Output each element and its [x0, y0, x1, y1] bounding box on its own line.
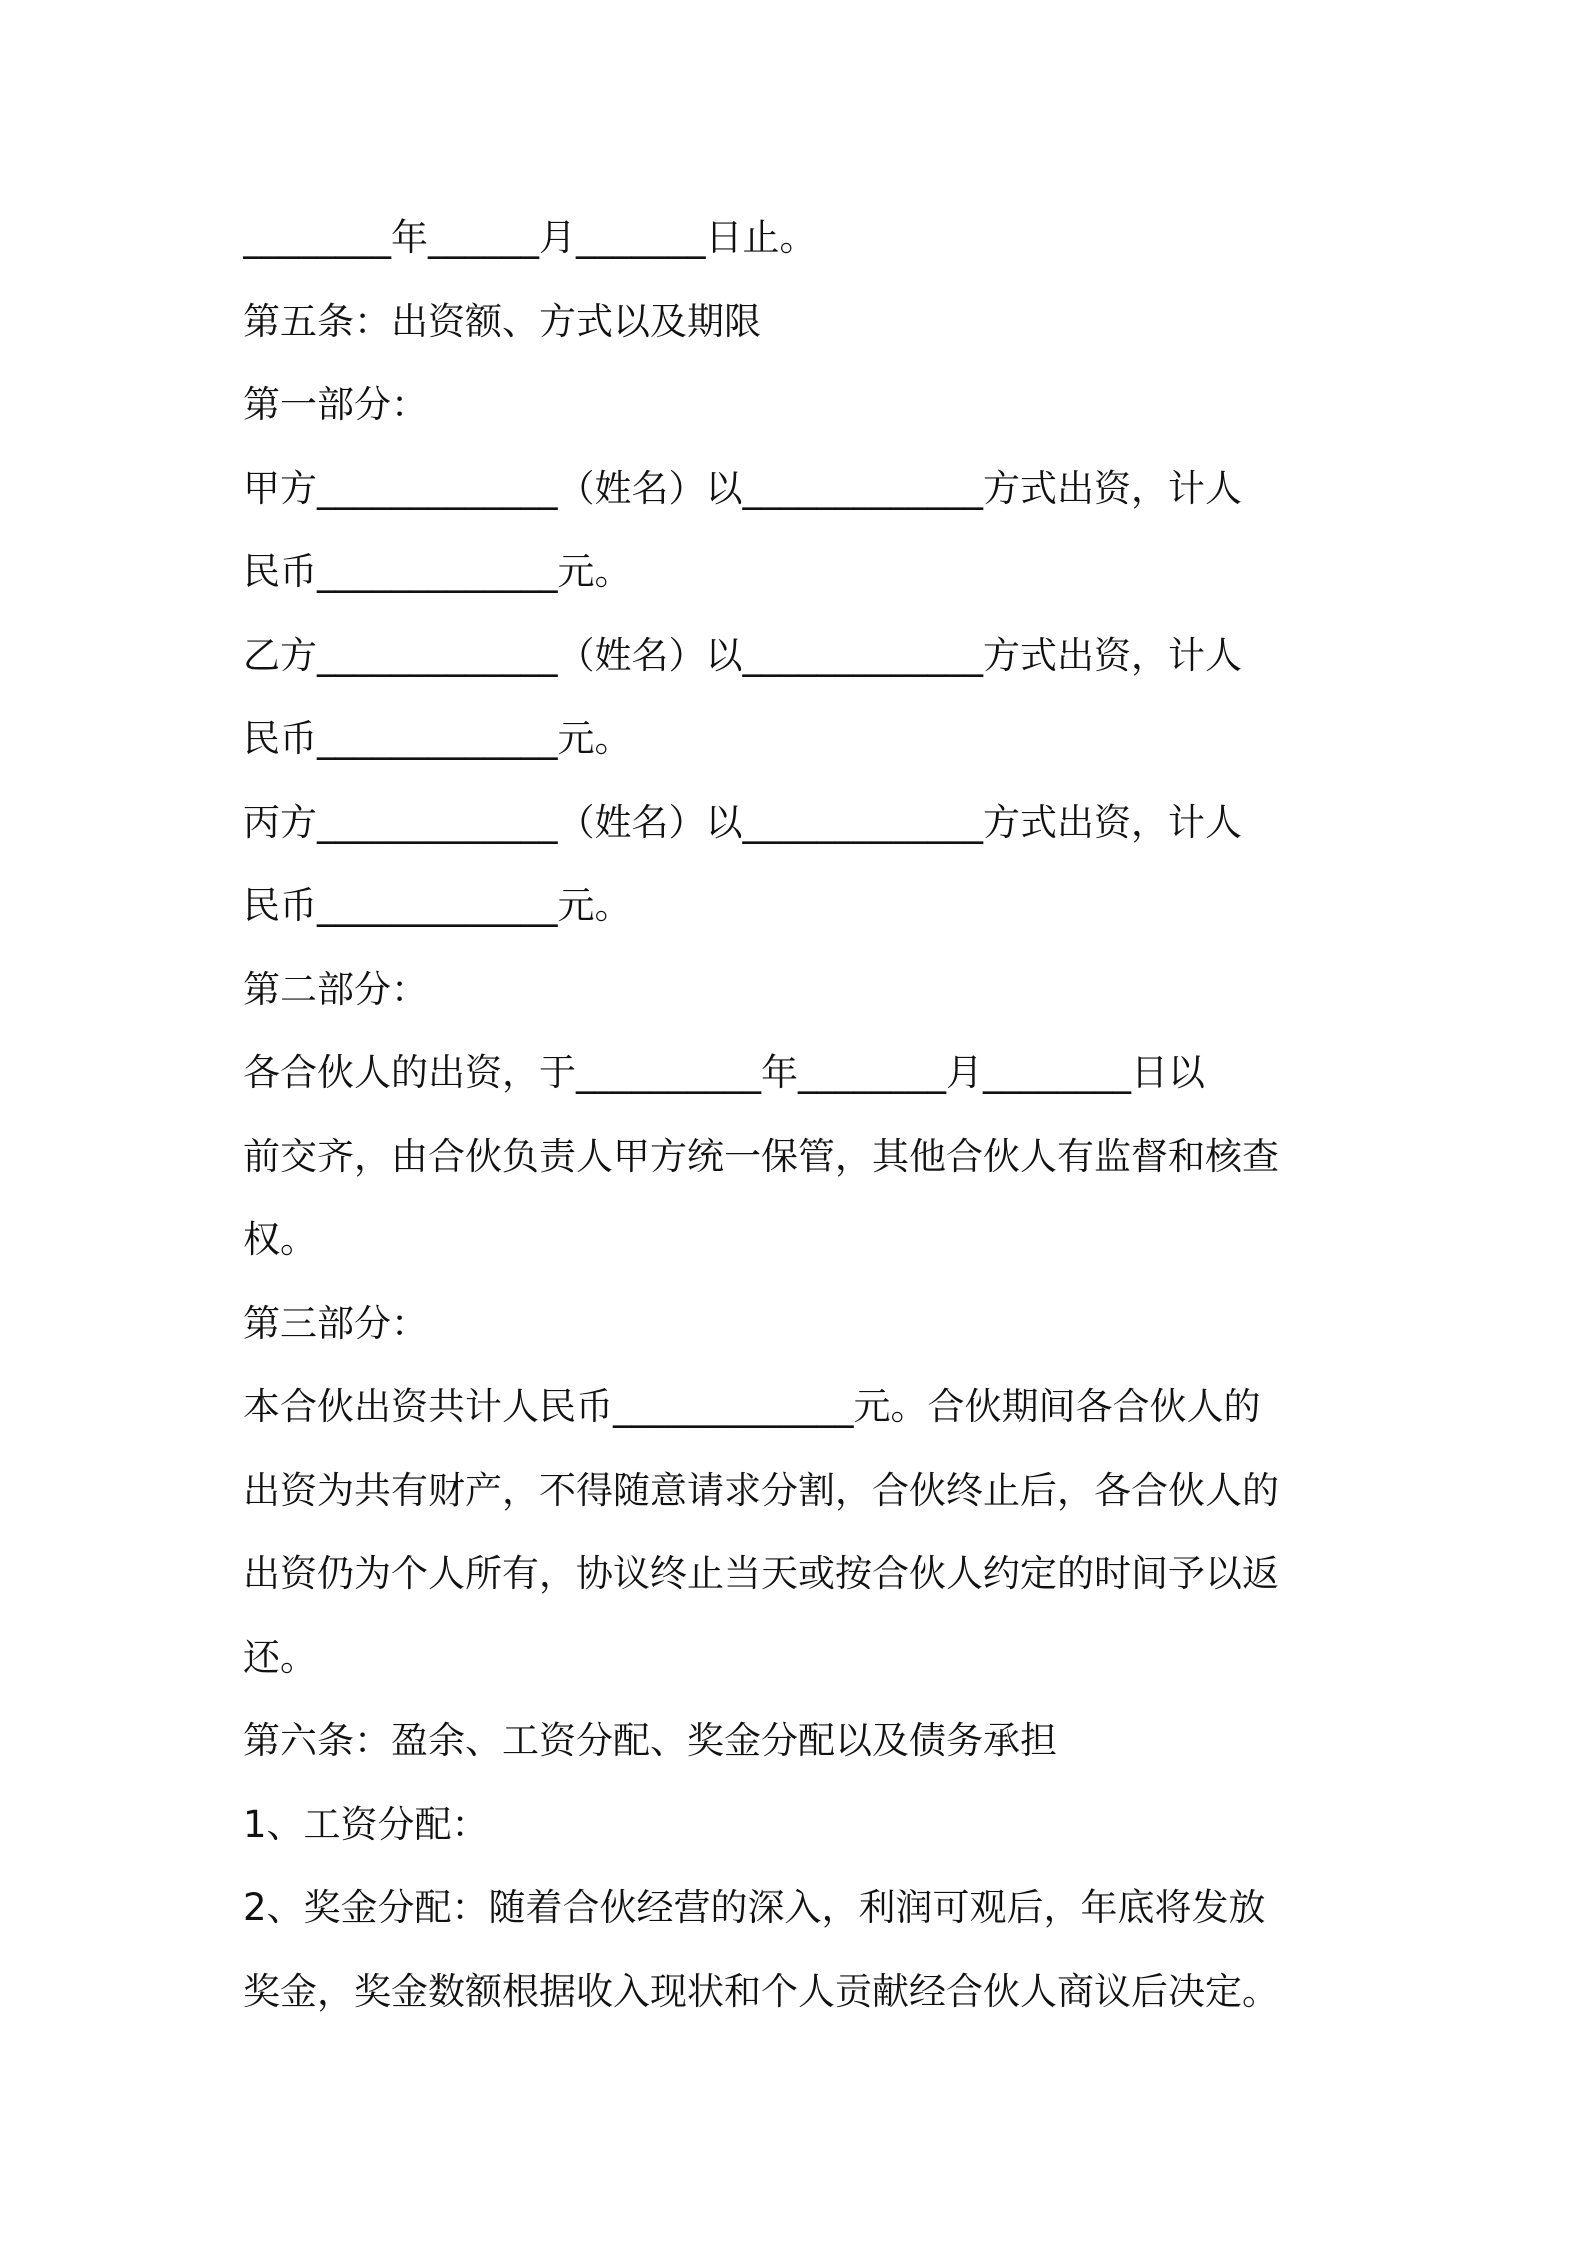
heading-article-6: 第六条：盈余、工资分配、奖金分配以及债务承担	[243, 1719, 1057, 1762]
heading-article-5: 第五条：出资额、方式以及期限	[243, 299, 761, 343]
text-line-return-capital: 出资仍为个人所有，协议终止当天或按合伙人约定的时间予以返	[243, 1552, 1279, 1595]
text-line-end-date: ________年______月_______日止。	[243, 216, 817, 259]
list-item-bonus: 2、奖金分配：随着合伙经营的深入，利润可观后，年底将发放	[243, 1886, 1266, 1929]
text-line-custody: 前交齐，由合伙负责人甲方统一保管，其他合伙人有监督和核查	[243, 1134, 1279, 1178]
list-item-salary: 1、工资分配：	[243, 1802, 489, 1846]
text-line-payment-date: 各合伙人的出资，于__________年________月________日以	[243, 1051, 1205, 1094]
subheading-part-1: 第一部分：	[243, 383, 428, 426]
text-line-party-b-amount: 民币_____________元。	[243, 717, 632, 760]
subheading-part-3: 第三部分：	[243, 1301, 428, 1345]
text-line-party-c-amount: 民币_____________元。	[243, 884, 632, 927]
text-line-party-a: 甲方_____________（姓名）以_____________方式出资，计人	[243, 466, 1242, 510]
text-line-bonus-detail: 奖金，奖金数额根据收入现状和个人贡献经合伙人商议后决定。	[243, 1969, 1279, 2013]
text-line-shared-property: 出资为共有财产，不得随意请求分割，合伙终止后，各合伙人的	[243, 1468, 1279, 1512]
text-line-return-end: 还。	[243, 1635, 317, 1679]
document-body	[243, 196, 1363, 2033]
subheading-part-2: 第二部分：	[243, 967, 428, 1011]
text-line-custody-end: 权。	[243, 1218, 317, 1261]
text-line-party-a-amount: 民币_____________元。	[243, 550, 632, 593]
text-line-party-b: 乙方_____________（姓名）以_____________方式出资，计人	[243, 633, 1242, 677]
text-line-total-capital: 本合伙出资共计人民币_____________元。合伙期间各合伙人的	[243, 1385, 1261, 1428]
text-line-party-c: 丙方_____________（姓名）以_____________方式出资，计人	[243, 800, 1242, 844]
